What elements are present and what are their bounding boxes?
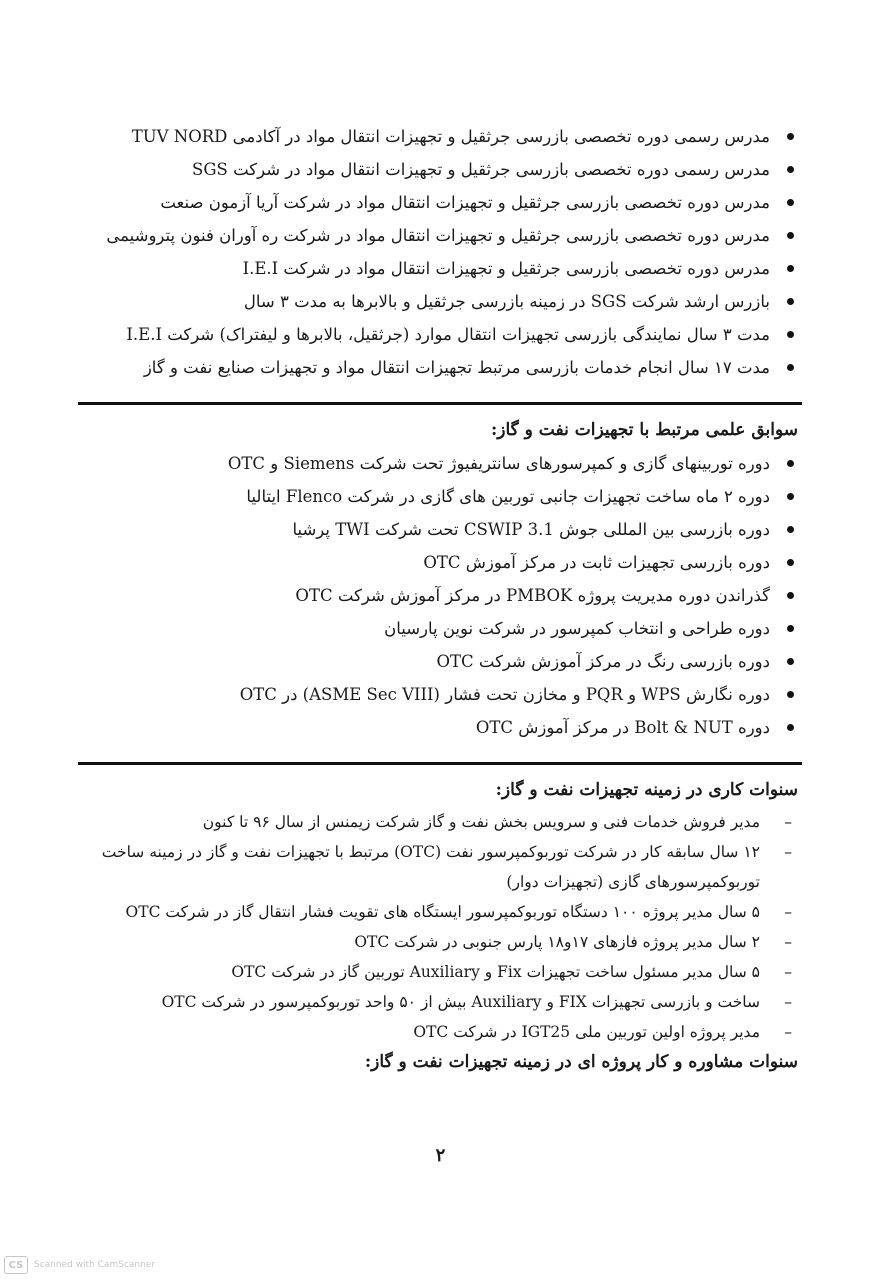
list-item: مدرس دوره تخصصی بازرسی جرثقیل و تجهیزات انتقال مواد در شرکت I.E.I: [78, 252, 798, 285]
list-item: – ۵ سال مدیر مسئول ساخت تجهیزات Fix و Auxiliary توربین گاز در شرکت OTC: [78, 957, 798, 987]
list-item: – ۱۲ سال سابقه کار در شرکت توربوکمپرسور نفت (OTC) مرتبط با تجهیزات نفت و گاز در زمینه ساخت توربوکمپرسورهای گازی (تجهیزات دوار): [78, 837, 798, 897]
document-content: [78, 120, 798, 1079]
list-item: مدت ۳ سال نمایندگی بازرسی تجهیزات انتقال موارد (جرثقیل، بالابرها و لیفتراک) شرکت I.E.I: [78, 318, 798, 351]
list-item: – ۵ سال مدیر پروژه ۱۰۰ دستگاه توربوکمپرسور ایستگاه های تقویت فشار انتقال گاز در شرکت OTC: [78, 897, 798, 927]
section-title-work: سنوات کاری در زمینه تجهیزات نفت و گاز:: [495, 780, 798, 800]
list-item: بازرس ارشد شرکت SGS در زمینه بازرسی جرثقیل و بالابرها به مدت ۳ سال: [78, 285, 798, 318]
camscanner-logo-icon: CS: [4, 1256, 28, 1274]
list-item: مدت ۱۷ سال انجام خدمات بازرسی مرتبط تجهیزات انتقال مواد و تجهیزات صنایع نفت و گاز: [78, 351, 798, 384]
work-experience-list: [78, 807, 798, 1047]
list-item: دوره Bolt & NUT در مرکز آموزش OTC: [78, 711, 798, 744]
list-item: دوره طراحی و انتخاب کمپرسور در شرکت نوین پارسیان: [78, 612, 798, 645]
list-item: دوره بازرسی رنگ در مرکز آموزش شرکت OTC: [78, 645, 798, 678]
list-item: – ۲ سال مدیر پروژه فازهای ۱۷و۱۸ پارس جنوبی در شرکت OTC: [78, 927, 798, 957]
list-item: مدرس دوره تخصصی بازرسی جرثقیل و تجهیزات انتقال مواد در شرکت ره آوران فنون پتروشیمی: [78, 219, 798, 252]
section-divider: [78, 762, 802, 765]
list-item: مدرس رسمی دوره تخصصی بازرسی جرثقیل و تجهیزات انتقال مواد در آکادمی TUV NORD: [78, 120, 798, 153]
list-item: دوره ۲ ماه ساخت تجهیزات جانبی توربین های گازی در شرکت Flenco ایتالیا: [78, 480, 798, 513]
list-item: دوره توربینهای گازی و کمپرسورهای سانتریفیوژ تحت شرکت Siemens و OTC: [78, 447, 798, 480]
list-item: دوره نگارش WPS و PQR و مخازن تحت فشار (ASME Sec VIII) در OTC: [78, 678, 798, 711]
section-title-academic: سوابق علمی مرتبط با تجهیزات نفت و گاز:: [490, 420, 798, 440]
section-title-consulting: سنوات مشاوره و کار پروژه ای در زمینه تجهیزات نفت و گاز:: [364, 1052, 798, 1072]
list-item: دوره بازرسی بین المللی جوش CSWIP 3.1 تحت شرکت TWI پرشیا: [78, 513, 798, 546]
list-item: – مدیر پروژه اولین توربین ملی IGT25 در شرکت OTC: [78, 1017, 798, 1047]
academic-courses-list: [78, 447, 798, 744]
camscanner-watermark: [4, 1256, 155, 1274]
section-divider: [78, 402, 802, 405]
watermark-text: Scanned with CamScanner: [34, 1260, 156, 1270]
page-number: ۲: [435, 1145, 446, 1166]
list-item: مدرس دوره تخصصی بازرسی جرثقیل و تجهیزات انتقال مواد در شرکت آریا آزمون صنعت: [78, 186, 798, 219]
list-item: – مدیر فروش خدمات فنی و سرویس بخش نفت و گاز شرکت زیمنس از سال ۹۶ تا کنون: [78, 807, 798, 837]
list-item: مدرس رسمی دوره تخصصی بازرسی جرثقیل و تجهیزات انتقال مواد در شرکت SGS: [78, 153, 798, 186]
list-item: گذراندن دوره مدیریت پروژه PMBOK در مرکز آموزش شرکت OTC: [78, 579, 798, 612]
list-item: – ساخت و بازرسی تجهیزات FIX و Auxiliary بیش از ۵۰ واحد توربوکمپرسور در شرکت OTC: [78, 987, 798, 1017]
teaching-experience-list: [78, 120, 798, 384]
list-item: دوره بازرسی تجهیزات ثابت در مرکز آموزش OTC: [78, 546, 798, 579]
